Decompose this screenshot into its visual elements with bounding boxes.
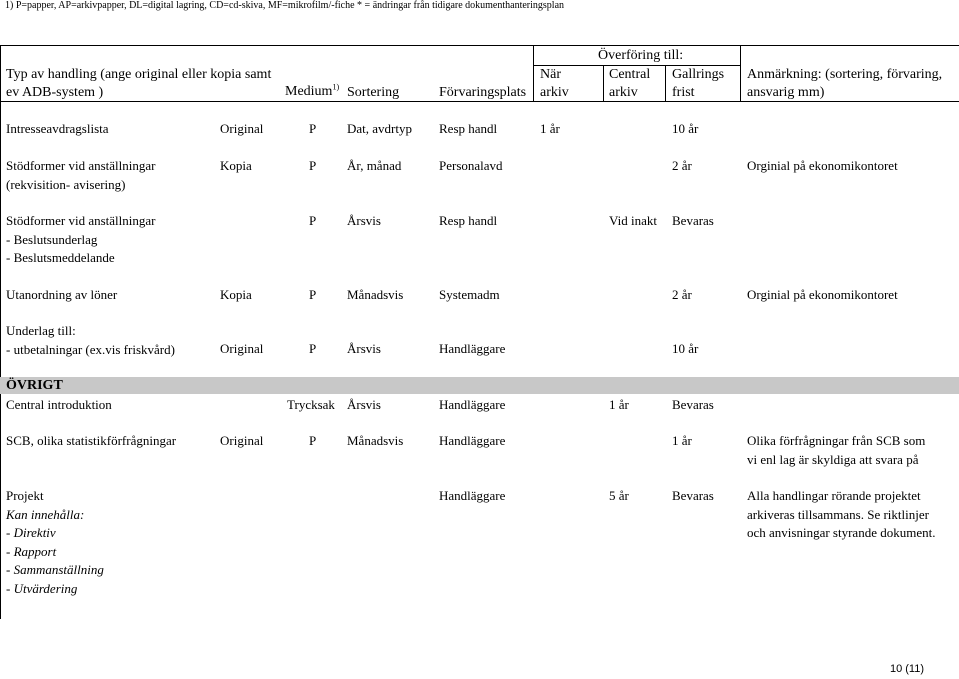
cell-anmarkning: Orginial på ekonomikontoret xyxy=(747,158,898,173)
cell-gallrings: Bevaras xyxy=(672,213,714,228)
cell-sortering: Årsvis xyxy=(347,341,381,356)
cell-medium-type: P xyxy=(309,433,317,448)
cell-forvaring: Resp handl xyxy=(439,213,498,228)
cell-forvaring: Personalavd xyxy=(439,158,503,173)
cell-sortering: Årsvis xyxy=(347,397,381,412)
cell-forvaring: Handläggare xyxy=(439,488,506,503)
cell-gallrings: Bevaras xyxy=(672,488,714,503)
section-band xyxy=(0,377,959,394)
table-row: Projekt Kan innehålla: - Direktiv - Rapport - Sammanställning - Utvärdering xyxy=(6,488,104,596)
divider xyxy=(665,65,666,101)
cell-medium: Kopia xyxy=(220,158,252,173)
cell-medium-type: P xyxy=(309,287,317,302)
cell-gallrings: 2 år xyxy=(672,158,692,173)
page-number: 10 (11) xyxy=(889,663,924,675)
cell-forvaring: Systemadm xyxy=(439,287,500,302)
divider xyxy=(533,45,534,101)
table-row: Underlag till: - utbetalningar (ex.vis friskvård) xyxy=(6,323,175,357)
cell-gallrings: 10 år xyxy=(672,341,699,356)
cell-medium: Original xyxy=(220,433,264,448)
cell-medium-type: P xyxy=(309,341,317,356)
table-row: Utanordning av löner xyxy=(6,287,118,302)
section-title: ÖVRIGT xyxy=(6,378,63,393)
cell-anmarkning: Orginial på ekonomikontoret xyxy=(747,287,898,302)
cell-anmarkning: Alla handlingar rörande projektet arkiveras tillsammans. Se riktlinjer och anvisningar styrande dokument. xyxy=(747,488,936,540)
cell-sortering: År, månad xyxy=(347,158,402,173)
header-type: Typ av handling (ange original eller kopia samt ev ADB-system ) xyxy=(6,67,272,100)
legend-note: 1) P=papper, AP=arkivpapper, DL=digital lagring, CD=cd-skiva, MF=mikrofilm/-fiche * = ändringar från tidigare dokumenthanteringsplan xyxy=(5,0,565,11)
left-border xyxy=(0,45,1,619)
divider xyxy=(603,65,604,101)
cell-gallrings: Bevaras xyxy=(672,397,714,412)
cell-medium: Original xyxy=(220,341,264,356)
cell-forvaring: Handläggare xyxy=(439,433,506,448)
header-overforing: Överföring till: xyxy=(598,48,684,63)
table-row: Central introduktion xyxy=(6,397,112,412)
header-gallrings: Gallrings frist xyxy=(672,67,725,100)
cell-anmarkning: Olika förfrågningar från SCB som vi enl lag är skyldiga att svara på xyxy=(747,433,926,467)
cell-medium: Trycksak xyxy=(287,397,335,412)
header-medium: Medium$^{1)}$ xyxy=(285,82,340,99)
cell-forvaring: Resp handl xyxy=(439,121,498,136)
cell-gallrings: 10 år xyxy=(672,121,699,136)
divider xyxy=(740,45,741,101)
cell-medium: Kopia xyxy=(220,287,252,302)
cell-nar: Vid inakt xyxy=(609,213,657,228)
header-sub-rule xyxy=(533,65,740,66)
header-nar: När arkiv xyxy=(540,67,569,100)
cell-forvaring: Handläggare xyxy=(439,341,506,356)
table-row: Stödformer vid anställningar (rekvisition- avisering) xyxy=(6,158,156,192)
cell-sortering: Dat, avdrtyp xyxy=(347,121,412,136)
top-rule xyxy=(0,45,959,46)
header-sortering: Sortering xyxy=(347,85,400,100)
cell-nar: 1 år xyxy=(540,121,560,136)
table-row: Stödformer vid anställningar - Beslutsunderlag - Beslutsmeddelande xyxy=(6,213,156,265)
cell-gallrings: 1 år xyxy=(672,433,692,448)
cell-medium-type: P xyxy=(309,213,317,228)
table-row: Intresseavdragslista xyxy=(6,121,109,136)
table-row: SCB, olika statistikförfrågningar xyxy=(6,433,177,448)
cell-sortering: Årsvis xyxy=(347,213,381,228)
cell-forvaring: Handläggare xyxy=(439,397,506,412)
cell-sortering: Månadsvis xyxy=(347,433,404,448)
header-anmarkning: Anmärkning: (sortering, förvaring, ansvarig mm) xyxy=(747,67,943,100)
cell-gallrings: 2 år xyxy=(672,287,692,302)
cell-nar: 5 år xyxy=(609,488,629,503)
cell-nar: 1 år xyxy=(609,397,629,412)
cell-medium: Original xyxy=(220,121,264,136)
cell-sortering: Månadsvis xyxy=(347,287,404,302)
header-central: Central arkiv xyxy=(609,67,651,100)
cell-medium-type: P xyxy=(309,158,317,173)
cell-medium-type: P xyxy=(309,121,317,136)
header-bottom-rule xyxy=(0,101,959,102)
header-forvaringsplats: Förvaringsplats xyxy=(439,85,527,100)
